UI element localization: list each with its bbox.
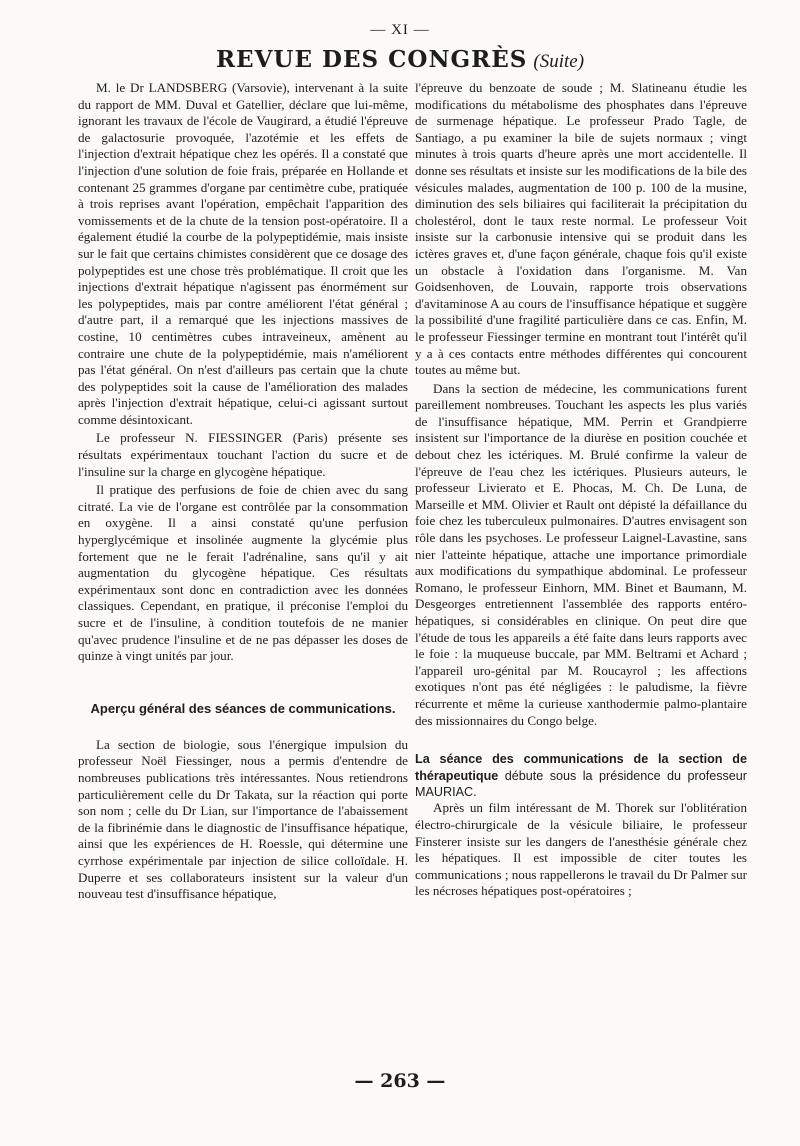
right-column <box>415 80 747 900</box>
continued-label: (Suite) <box>533 51 585 72</box>
heading-bold-text: La séance des communications de la section de thérapeutique <box>415 752 747 783</box>
paragraph: Dans la section de médecine, les communications furent pareillement nombreuses. Touchant les aspects les plus variés de l'insuffisance hépatique, MM. Perrin et Grandpierre insistent sur l'importance de la diurèse en position couchée et debout chez les ictériques. M. Brulé confirme la valeur de l'épreuve de l'eau chez les ictériques. Plusieurs auteurs, le professeur Livierato et E. Phocas, M. Ch. De Luna, de Marseille et MM. Olivier et Rault ont dépisté la défaillance du foie chez les tuberculeux pulmonaires. D'autres envisagent son rôle dans les psychoses. Le professeur Laignel-Lavastine, sans nier l'atteinte hépatique, attache une importance primordiale aux modifications du sympathique abdominal. Le professeur Romano, le professeur Einhorn, MM. Binet et Baumann, M. Desgeorges entretiennent l'assemblée des rapports entéro-hépatiques, si considérables en clinique. On peut dire que l'étude de tous les appareils a été faite dans leurs rapports avec le foie : la muqueuse buccale, par MM. Beltrami et Achard ; l'appareil uro-génital par M. Roucayrol ; les affections exotiques n'ont pas été négligées : le paludisme, la fièvre récurrente et même la curieuse xanthodermie palmo-plantaire des missionnaires du Congo belge. <box>415 380 747 728</box>
roman-page-number: — XI — <box>370 22 430 38</box>
paragraph: La section de biologie, sous l'énergique impulsion du professeur Noël Fiessinger, nous a permis d'entendre de nombreuses publications très intéressantes. Nous retiendrons particulièrement celle du Dr Takata, sur la réaction qui porte son nom ; celle du Dr Lian, sur l'importance de l'abaissement de la fibrinémie dans le diagnostic de l'insuffisance hépatique, ainsi que les expériences de H. Roessle, qui détermine une cyrrhose expérimentale par injection de silice colloïdale. H. Duperre et ses collaborateurs insistent sur la valeur d'un nouveau test d'insuffisance hépatique, <box>78 736 408 902</box>
heading-rest-text: débute sous la présidence du professeur MAURIAC. <box>415 768 747 799</box>
paragraph: M. le Dr LANDSBERG (Varsovie), intervenant à la suite du rapport de MM. Duval et Gatellier, déclare que lui-même, ignorant les travaux de l'école de Vaugirard, a étudié l'épreuve de galactosurie provoquée, l'azotémie et les effets de l'injection d'extrait hépatique chez les opérés. Il a constaté que l'injection d'une solution de foie frais, préparée en Hollande et contenant 25 grammes d'organe par centimètre cube, pratiquée à trois reprises avant l'opération, empêchait l'apparition des vomissements et de la chute de la tension post-opératoire. Il a également étudié la courbe de la polypeptidémie, mais insiste sur le fait que certains chimistes considèrent que ce dosage des polypeptides est une chose très problématique. Il croit que les injections d'extrait hépatique n'agissent pas énormément sur les polypeptides, mais par contre améliorent l'état général ; d'autre part, il a remarqué que les injections massives de costine, 10 centimètres cubes intraveineux, amènent au contraire une chute de la polypeptidémie, mais n'améliorent pas l'état général. On n'est d'ailleurs pas certain que la chute des polypeptides soit la cause de l'amélioration des malades après l'injection d'extrait hépatique, celui-ci agissant surtout comme désintoxicant. <box>78 80 408 427</box>
section-heading: Aperçu général des séances de communications. <box>90 700 396 716</box>
page-number: — 263 — <box>354 1070 446 1092</box>
running-header <box>0 46 800 73</box>
paragraph: Le professeur N. FIESSINGER (Paris) présente ses résultats expérimentaux touchant l'action du sucre et de l'insuline sur la charge en glycogène hépatique. <box>78 430 408 479</box>
therapeutics-heading <box>415 751 747 800</box>
paragraph: Il pratique des perfusions de foie de chien avec du sang citraté. La vie de l'organe est contrôlée par la consommation en oxygène. Il a ainsi constaté qu'une perfusion hyperglycémique et insolinée augmente la glycémie plus fortement que ne le ferait l'adrénaline, sans qu'il y ait augmentation du glycogène hépatique. Ces résultats expérimentaux sont donc en contradiction avec les données classiques. Cependant, en pratique, il préconise l'emploi du sucre et de l'insuline, à condition toutefois de ne manier qu'avec prudence l'insuline et de ne pas dépasser les doses de quinze à vingt unités par jour. <box>78 482 408 664</box>
paragraph: Après un film intéressant de M. Thorek sur l'oblitération électro-chirurgicale de la vésicule biliaire, le professeur Finsterer insiste sur les dangers de l'anesthésie générale chez les hépatiques. Il est impossible de citer toutes les communications ; nous rappellerons le travail du Dr Palmer sur les nécroses hépatiques post-opératoires ; <box>415 800 747 899</box>
journal-section-title: REVUE DES CONGRÈS <box>215 46 528 73</box>
paragraph: l'épreuve du benzoate de soude ; M. Slatineanu étudie les modifications du métabolisme des phosphates dans l'épreuve de surmenage hépatique. Le professeur Prado Tagle, de Santiago, a pu examiner la bile de sujets normaux ; vingt minutes à trois quarts d'heure après une mort accidentelle. Il donne ses résultats et insiste sur les modifications de la bile des vésicules malades, augmentation de 100 p. 100 de la musine, diminution des sels biliaires qui faciliterait la précipitation du cholestérol, dont le taux reste normal. Le professeur Voit insiste sur la carbonusie intensive qui se produit dans les ictères graves et, d'une façon générale, chaque fois qu'il existe un obstacle à l'oxidation dans l'organisme. M. Van Goidsenhoven, de Louvain, rapporte trois observations d'avitaminose A au cours de l'insuffisance hépatique et suggère la possibilité d'une fragilité particulière dans ce cas. Enfin, M. le professeur Fiessinger termine en montrant tout l'intérêt qu'il y a à ces contacts entre méthodes différentes qui concourent toutes au même but. <box>415 80 748 378</box>
left-column <box>78 80 408 903</box>
